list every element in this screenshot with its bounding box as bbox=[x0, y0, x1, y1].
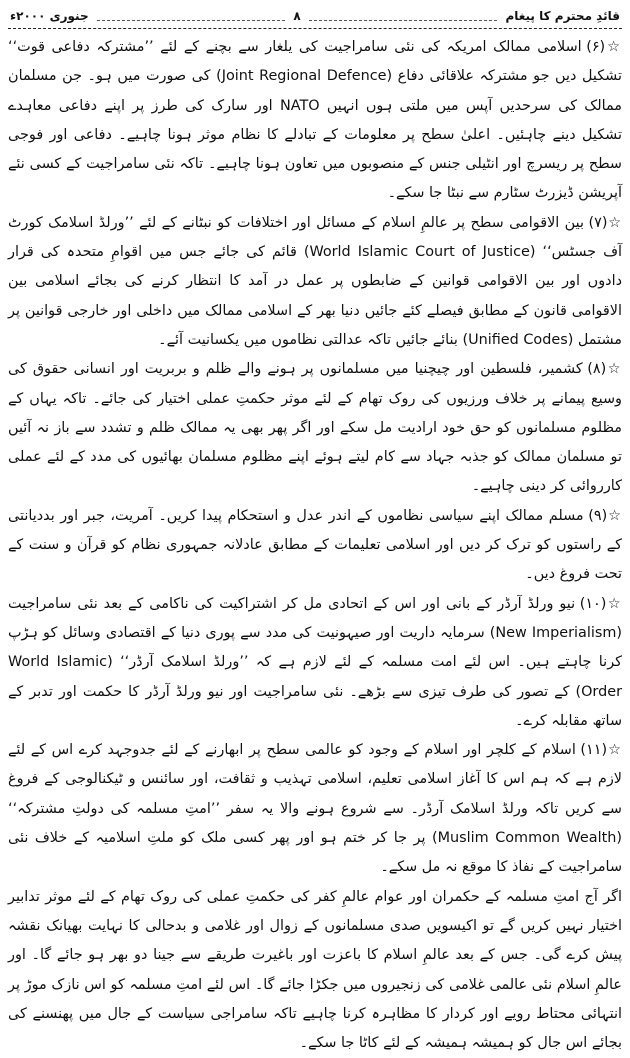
paragraph-point-10: ☆(۱۰) نیو ورلڈ آرڈر کے بانی اور اس کے اتحادی مل کر اشتراکیت کی ناکامی کے بعد نئی سامراجیت (New Imperialism) سرمایہ داریت اور صیہونیت کی مدد سے پوری دنیا کے اقتصادی وسائل کو ہڑپ کرنا چاہتے ہیں۔ اس لئے امت مسلمہ کے لئے لازم ہے کہ ’’ورلڈ اسلامک آرڈر‘‘ (World Islamic Order) کے تصور کی طرف تیزی سے بڑھے۔ نئی سامراجیت اور نیو ورلڈ آرڈر کا حکمت اور تدبر کے ساتھ مقابلہ کرے۔ bbox=[8, 595, 623, 729]
paragraph-point-9: ☆(۹) مسلم ممالک اپنے سیاسی نظاموں کے اندر عدل و استحکام پیدا کریں۔ آمریت، جبر اور بددیانتی کے راستوں کو ترک کر دیں اور اسلامی تعلیمات کے مطابق عادلانہ جمہوری نظام کو قرآن و سنت کے تحت فروغ دیں۔ bbox=[8, 507, 623, 583]
paragraph-point-8: ☆(۸) کشمیر، فلسطین اور چیچنیا میں مسلمانوں پر ہونے والے ظلم و بربریت اور انسانی حقوق کی وسیع پیمانے پر خلاف ورزیوں کی روک تھام کے لئے موثر حکمتِ عملی اختیار کی جائے۔ تاکہ یہاں کے مظلوم مسلمانوں کو حق خود ارادیت مل سکے اور اگر پھر بھی یہ ممالک ظلم و تشدد سے باز نہ آئیں تو مسلمان ممالک کو جذبہ جہاد سے کام لیتے ہوئے اپنے مظلوم مسلمان بھائیوں کی مدد کے لئے عملی کارروائی کر دینی چاہیے۔ bbox=[8, 361, 623, 495]
paragraph-point-6: ☆(۶) اسلامی ممالک امریکہ کی نئی سامراجیت کی یلغار سے بچنے کے لئے ’’مشترکہ دفاعی قوت‘‘ تشکیل دیں جو مشترکہ علاقائی دفاع (Joint Regional Defence) کی صورت میں ہو۔ جن مسلمان ممالک کی سرحدیں آپس میں ملتی ہوں انہیں NATO اور سارک کی طرز پر اپنے دفاعی معاہدے تشکیل دینے چاہئیں۔ اعلیٰ سطح پر معلومات کے تبادلے کا نظام موثر ہونا چاہیے۔ دفاعی اور فوجی سطح پر ریسرچ اور انٹیلی جنس کے منصوبوں میں تعاون ہونا چاہیے۔ تاکہ نئی سامراجیت کے کسی نئے آپریشن ڈیزرٹ سٹارم سے نبٹا جا سکے۔ bbox=[8, 39, 623, 202]
page-number: ۸ bbox=[293, 9, 301, 23]
header-divider bbox=[309, 12, 498, 21]
header-date: جنوری ۲۰۰۰ء bbox=[10, 9, 89, 23]
header-divider bbox=[97, 12, 286, 21]
paragraph-conclusion: اگر آج امتِ مسلمہ کے حکمران اور عوام عالمِ کفر کی حکمتِ عملی کی روک تھام کے لئے موثر تدابیر اختیار نہیں کریں گے تو اکیسویں صدی مسلمانوں کے زوال اور غلامی و بدحالی کا نہایت بھیانک نقشہ پیش کرے گی۔ جس کے بعد عالمِ اسلام کا باعزت اور باغیرت طریقے سے جینا دو بھر ہو جائے گا۔ اور عالمِ اسلام نئی عالمی غلامی کی زنجیروں میں جکڑا جائے گا۔ اس لئے امتِ مسلمہ کو اس نازک موڑ پر انتہائی محتاط رویے اور کردار کا مظاہرہ کرنا چاہیے تاکہ سامراجی سیاست کے جال میں پھنسنے کی بجائے اس جال کو ہمیشہ ہمیشہ کے لئے کاٹا جا سکے۔ bbox=[8, 888, 622, 1052]
paragraph-point-11: ☆(۱۱) اسلام کے کلچر اور اسلام کے وجود کو عالمی سطح پر ابھارنے کے لئے جدوجہد کرے اس کے لئے لازم ہے کہ ہم اس کا آغاز اسلامی تعلیم، اسلامی تہذیب و ثقافت، اور سائنس و ٹیکنالوجی کے فروغ سے کریں تاکہ ورلڈ اسلامک آرڈر۔ سے شروع ہونے والا یہ سفر ’’امتِ مسلمہ کی دولتِ مشترکہ‘‘ (Muslim Common Wealth) پر جا کر ختم ہو اور پھر کسی ملک کو ملتِ اسلامیہ کے خلاف نئی سامراجیت کے نفاذ کا موقع نہ مل سکے۔ bbox=[8, 742, 622, 876]
page-header bbox=[8, 6, 622, 29]
paragraph-point-7: ☆(۷) بین الاقوامی سطح پر عالمِ اسلام کے مسائل اور اختلافات کو نبٹانے کے لئے ’’ورلڈ اسلامک کورٹ آف جسٹس‘‘ (World Islamic Court of Justice) قائم کی جائے جس میں اقوامِ متحدہ کی قرار دادوں اور بین الاقوامی قوانین کے ضابطوں پر عمل در آمد کا انتظار کرنے کی بجائے اسلامی بین الاقوامی قانون کے مطابق فیصلے کئے جائیں دنیا بھر کے اسلامی ممالک میں داخلی اور خارجی قوانین پر مشتمل (Unified Codes) بنائے جائیں تاکہ عدالتی نظاموں میں یکسانیت آئے۔ bbox=[8, 214, 623, 348]
article-body bbox=[8, 33, 622, 1058]
header-title: قائدِ محترم کا پیغام bbox=[505, 9, 620, 23]
